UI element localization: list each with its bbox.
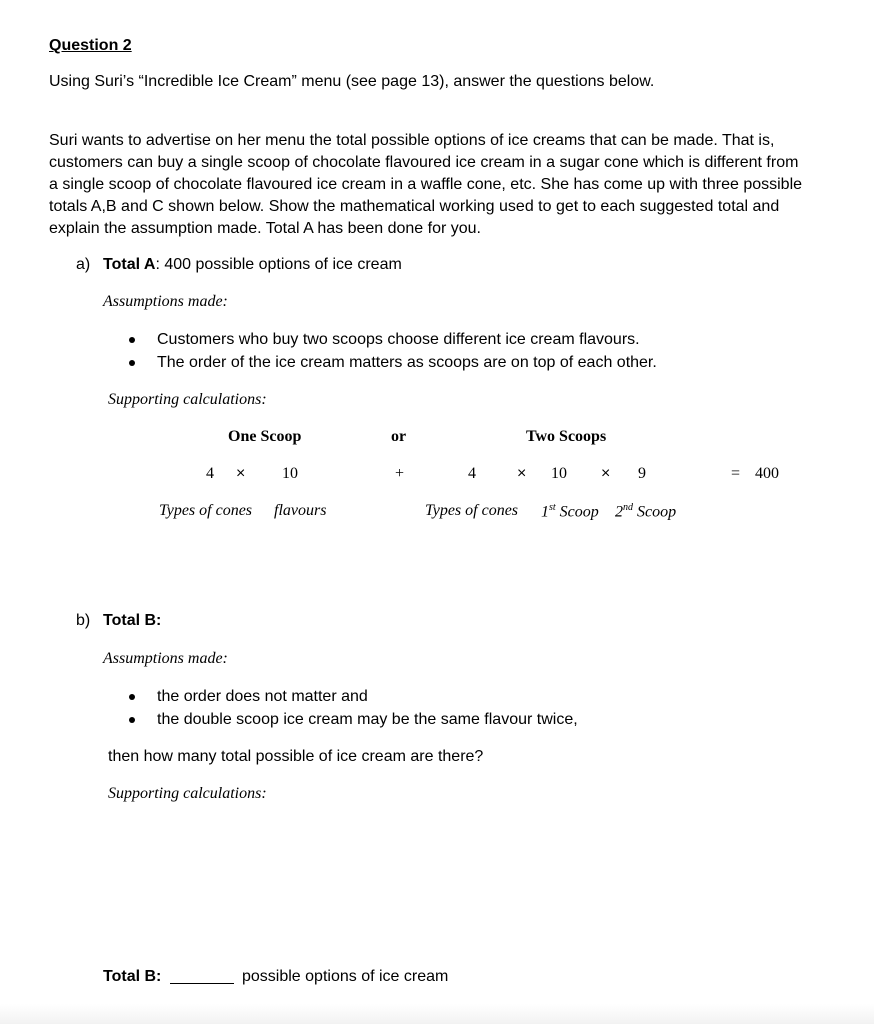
part-b-marker: b) bbox=[76, 612, 91, 629]
total-b-answer-blank[interactable] bbox=[170, 983, 234, 984]
calc-result: 400 bbox=[755, 465, 779, 482]
problem-paragraph bbox=[49, 130, 839, 240]
part-a-label: Total A bbox=[103, 256, 156, 273]
times-sign: × bbox=[236, 465, 246, 482]
plus-sign: + bbox=[395, 465, 405, 482]
paragraph-line: explain the assumption made. Total A has been done for you. bbox=[49, 220, 481, 237]
part-b-calc-label: Supporting calculations: bbox=[108, 785, 267, 802]
part-b-label: Total B: bbox=[103, 612, 162, 629]
part-a-bullet-2: The order of the ice cream matters as scoops are on top of each other. bbox=[157, 354, 657, 371]
intro-text: Using Suri’s “Incredible Ice Cream” menu (see page 13), answer the questions below. bbox=[49, 73, 655, 90]
bullet-icon bbox=[129, 360, 135, 366]
calc-value: 4 bbox=[206, 465, 214, 482]
or-label: or bbox=[391, 428, 407, 445]
times-sign: × bbox=[601, 465, 611, 482]
paragraph-line: a single scoop of chocolate flavoured ice cream in a waffle cone, etc. She has come up with three possible bbox=[49, 176, 803, 193]
label-first-scoop: 1st Scoop bbox=[541, 502, 599, 521]
part-a-line bbox=[103, 256, 402, 274]
two-scoops-heading: Two Scoops bbox=[526, 428, 607, 445]
total-b-answer-suffix: possible options of ice cream bbox=[242, 968, 449, 985]
label-second-scoop: 2nd Scoop bbox=[615, 502, 677, 521]
bullet-icon bbox=[129, 337, 135, 343]
label-flavours: flavours bbox=[274, 502, 327, 519]
part-a-text: : 400 possible options of ice cream bbox=[155, 256, 402, 273]
calc-value: 10 bbox=[551, 465, 567, 482]
total-b-answer-label: Total B: bbox=[103, 968, 162, 985]
equals-sign: = bbox=[731, 465, 741, 482]
label-types-of-cones: Types of cones bbox=[159, 502, 253, 519]
paragraph-line: Suri wants to advertise on her menu the total possible options of ice creams that can be made. That is, bbox=[49, 132, 775, 149]
part-b-assumptions-label: Assumptions made: bbox=[103, 650, 228, 667]
question-heading: Question 2 bbox=[49, 37, 132, 54]
part-b-bullet-1: the order does not matter and bbox=[157, 688, 368, 705]
page-bottom-edge bbox=[0, 1004, 874, 1024]
part-a-bullet-1: Customers who buy two scoops choose different ice cream flavours. bbox=[157, 331, 640, 348]
times-sign: × bbox=[517, 465, 527, 482]
part-b-bullet-2: the double scoop ice cream may be the same flavour twice, bbox=[157, 711, 578, 728]
bullet-icon bbox=[129, 694, 135, 700]
part-b-question: then how many total possible of ice cream are there? bbox=[108, 748, 484, 765]
calc-value: 9 bbox=[638, 465, 646, 482]
paragraph-line: totals A,B and C shown below. Show the mathematical working used to get to each suggested total and bbox=[49, 198, 780, 215]
label-types-of-cones: Types of cones bbox=[425, 502, 519, 519]
bullet-icon bbox=[129, 717, 135, 723]
one-scoop-heading: One Scoop bbox=[228, 428, 302, 445]
calc-value: 4 bbox=[468, 465, 476, 482]
calc-value: 10 bbox=[282, 465, 298, 482]
part-a-marker: a) bbox=[76, 256, 91, 273]
part-a-calc-label: Supporting calculations: bbox=[108, 391, 267, 408]
paragraph-line: customers can buy a single scoop of chocolate flavoured ice cream in a sugar cone which is different from bbox=[49, 154, 799, 171]
part-a-assumptions-label: Assumptions made: bbox=[103, 293, 228, 310]
